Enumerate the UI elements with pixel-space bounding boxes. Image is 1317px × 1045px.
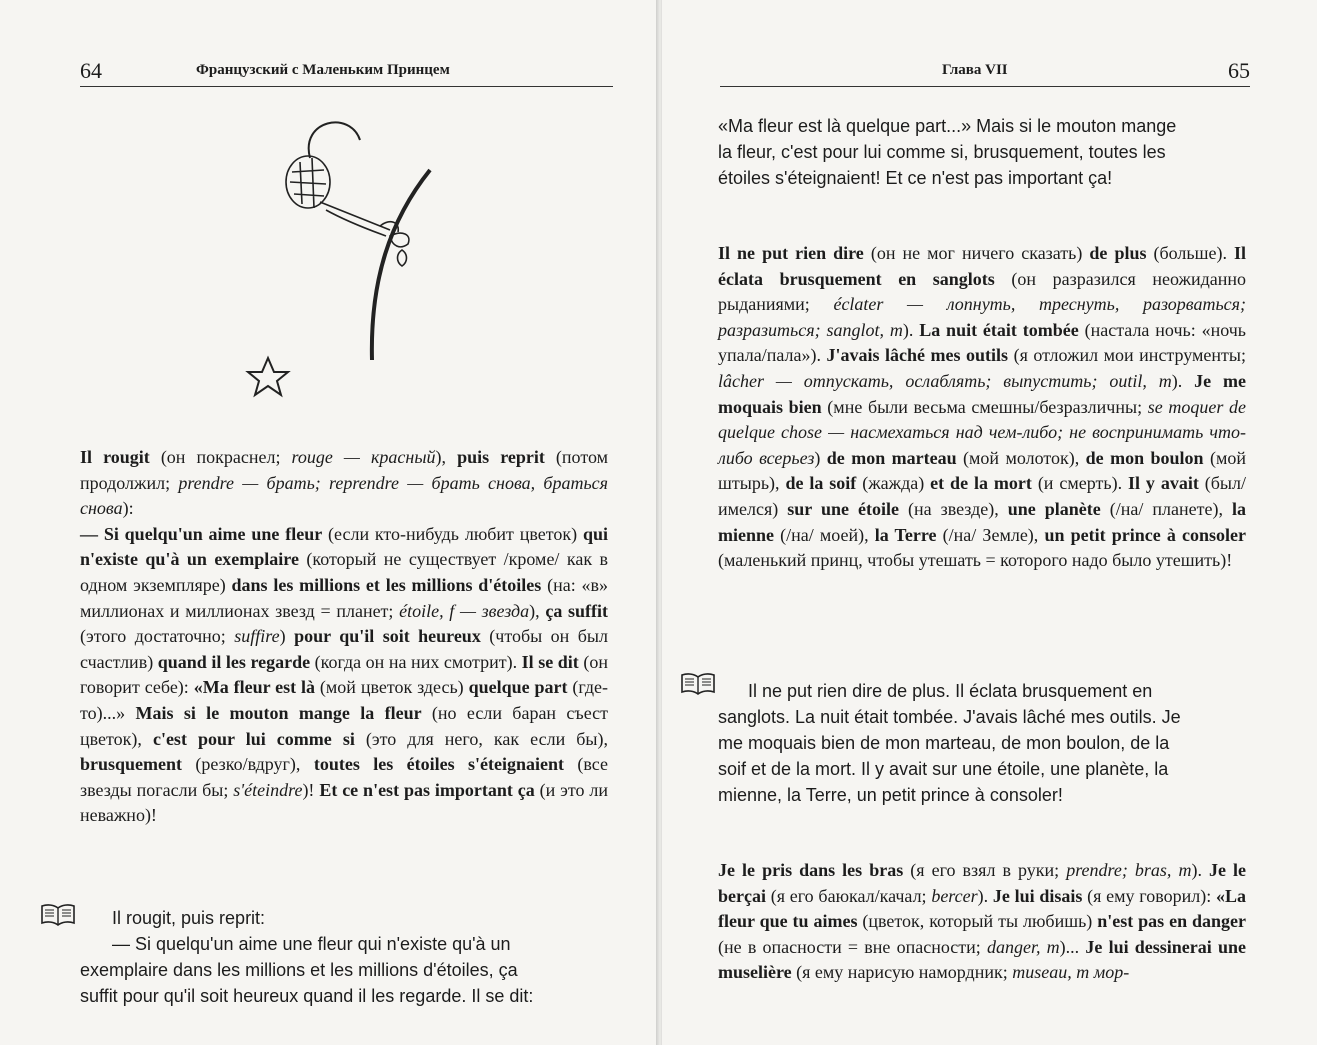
french-term: pour qu'il soit heureux	[294, 626, 481, 647]
french-line-2: — Si quelqu'un aime une fleur qui n'existe qu'à un	[112, 934, 511, 954]
little-prince-illustration	[240, 110, 440, 400]
translation-text: (где-то)...»	[80, 677, 608, 723]
grammar-note: s'éteindre	[233, 779, 303, 800]
translation-text: (резко/вдруг),	[182, 754, 314, 775]
left-page	[0, 0, 658, 1045]
translation-text: (мой цветок здесь)	[315, 677, 469, 698]
right-page-number: 65	[1228, 58, 1250, 83]
french-top-line-2: la fleur, c'est pour lui comme si, brusquement, toutes les	[718, 142, 1166, 162]
french-term: c'est pour lui comme si	[152, 728, 355, 749]
french-term: «Ma fleur est là	[193, 677, 316, 698]
grammar-note: prendre — брать; reprendre — брать снова, браться снова	[80, 472, 608, 519]
translation-text: (чтобы он был счастлив)	[80, 626, 608, 672]
translation-text: (который не существует /кроме/ как в одном экземпляре)	[80, 549, 608, 595]
translation-text: (/на/ Земле),	[936, 524, 1045, 545]
french-top-line-1: «Ma fleur est là quelque part...» Mais si le mouton mange	[718, 116, 1177, 136]
right-running-title: Глава VII	[942, 62, 1008, 78]
french-line-1: Il rougit, puis reprit:	[112, 908, 266, 928]
translation-text: )	[279, 626, 295, 647]
french-term: sur une étoile	[787, 498, 899, 519]
french-term: de la soif	[785, 473, 857, 494]
translation-text: (маленький принц, чтобы утешать = которого надо было утешить)!	[718, 550, 1233, 571]
french-top-line-3: étoiles s'éteignaient! Et ce n'est pas important ça!	[718, 168, 1113, 188]
french-term: la Terre	[874, 524, 937, 545]
french-middle-line-2: sanglots. La nuit était tombée. J'avais lâché mes outils. Je	[718, 707, 1181, 727]
grammar-note: rouge — красный	[291, 447, 436, 467]
french-term: quelque part	[468, 677, 568, 698]
french-term: Je me moquais bien	[718, 370, 1246, 417]
translation-text: (больше).	[1146, 243, 1234, 263]
french-term: Et ce n'est pas important ça	[319, 779, 535, 800]
french-term: Il y avait	[1127, 473, 1199, 494]
translation-text: (если кто-нибудь любит цветок)	[322, 523, 583, 544]
translation-text: ).	[1191, 860, 1209, 880]
translation-text: (/на/ моей),	[774, 524, 875, 545]
grammar-note: danger, m	[986, 936, 1060, 957]
translation-text: (не в опасности = вне опасности;	[718, 936, 987, 957]
translation-text: (я ему нарисую намордник;	[791, 962, 1013, 983]
french-term: — Si quelqu'un aime une fleur	[80, 523, 323, 544]
french-term: dans les millions et les millions d'étoiles	[231, 574, 542, 595]
french-term: Mais si le mouton mange la fleur	[135, 702, 422, 723]
right-commentary-paragraph-1	[718, 241, 1246, 574]
translation-text: ).	[1171, 370, 1195, 391]
grammar-note: éclater — лопнуть, треснуть, разорваться; разразиться; sanglot, m	[718, 294, 1247, 340]
translation-text: (настала ночь: «ночь упала/пала»).	[718, 319, 1247, 366]
translation-text: )	[814, 447, 827, 468]
translation-text: )...	[1059, 936, 1086, 957]
translation-text: )!	[302, 779, 320, 800]
grammar-note: se moquer de quelque chose — насмехаться над чем-либо; не воспринимать что-либо всерьез	[718, 396, 1246, 468]
translation-text: (он покраснел;	[149, 447, 292, 467]
french-term: Il ne put rien dire	[718, 243, 864, 263]
translation-text: (но если баран съест цветок),	[80, 702, 609, 749]
french-term: Il rougit	[80, 447, 150, 467]
french-term: Il se dit	[521, 651, 579, 672]
grammar-note: museau, m мор-	[1012, 962, 1130, 983]
translation-text: (мой молоток),	[956, 447, 1086, 468]
translation-text: ):	[122, 498, 134, 519]
french-term: Il éclata brusquement en sanglots	[718, 243, 1247, 289]
translation-text: (я его баюкал/качал;	[765, 885, 932, 906]
translation-text: (я его взял в руки;	[903, 860, 1067, 880]
french-term: de plus	[1089, 243, 1147, 263]
left-commentary-paragraph	[80, 445, 608, 829]
french-term: de mon marteau	[826, 447, 957, 468]
translation-text: (потом продолжил;	[80, 447, 608, 493]
french-term: n'est pas en danger	[1097, 911, 1247, 932]
french-term: Je lui dessinerai une muselière	[718, 936, 1246, 983]
left-page-header	[80, 56, 613, 87]
french-term: de mon boulon	[1085, 447, 1204, 468]
french-middle-line-4: soif et de la mort. Il y avait sur une étoile, une planète, la	[718, 759, 1169, 779]
french-line-3: exemplaire dans les millions et les millions d'étoiles, ça	[80, 960, 518, 980]
translation-text: ),	[435, 447, 458, 467]
translation-text: (цветок, который ты любишь)	[857, 911, 1098, 932]
translation-text: (на: «в» миллионах и миллионах звезд = планет;	[80, 574, 608, 621]
grammar-note: étoile, f — звезда	[399, 600, 530, 621]
translation-text: (это для него, как если бы),	[354, 728, 609, 749]
translation-text: (жажда)	[856, 473, 931, 494]
french-term: J'avais lâché mes outils	[826, 345, 1009, 366]
grammar-note: suffire	[234, 626, 280, 647]
french-term: «La fleur que tu aimes	[718, 885, 1246, 932]
translation-text: (был/имелся)	[718, 473, 1246, 519]
translation-text: (все звезды погасли бы;	[80, 754, 608, 800]
french-term: Je le pris dans les bras	[718, 860, 904, 880]
french-term: la mienne	[718, 498, 1246, 545]
translation-text: (и это ли неважно)!	[80, 779, 608, 826]
french-middle-line-5: mienne, la Terre, un petit prince à consoler!	[718, 785, 1063, 805]
translation-text: (он не мог ничего сказать)	[863, 243, 1090, 263]
translation-text: (этого достаточно;	[80, 626, 235, 647]
french-term: une planète	[1007, 498, 1101, 519]
french-term: un petit prince à consoler	[1044, 524, 1246, 545]
translation-text: (мне были весьма смешны/безразличны;	[821, 396, 1148, 417]
french-term: toutes les étoiles s'éteignaient	[313, 754, 564, 775]
translation-text: (и смерть).	[1031, 473, 1128, 494]
open-book-icon	[680, 672, 716, 696]
french-term: puis reprit	[457, 447, 545, 467]
french-term: qui n'existe qu'à un exemplaire	[80, 523, 609, 570]
french-middle-line-3: me moquais bien de mon marteau, de mon boulon, de la	[718, 733, 1170, 753]
right-page	[662, 0, 1317, 1045]
translation-text: (он говорит себе):	[80, 651, 608, 698]
translation-text: ).	[902, 319, 920, 340]
translation-text: (когда он на них смотрит).	[310, 651, 522, 672]
french-middle-line-1: Il ne put rien dire de plus. Il éclata brusquement en	[748, 681, 1153, 701]
french-term: et de la mort	[930, 473, 1032, 494]
french-line-4: suffit pour qu'il soit heureux quand il les regarde. Il se dit:	[80, 986, 534, 1006]
french-term: La nuit était tombée	[919, 319, 1079, 340]
right-commentary-paragraph-2	[718, 858, 1246, 986]
grammar-note: bercer	[931, 885, 978, 906]
french-term: Je lui disais	[992, 885, 1083, 906]
left-page-number: 64	[80, 58, 102, 83]
left-running-title: Французский с Маленьким Принцем	[196, 62, 450, 78]
translation-text: (я ему говорил):	[1082, 885, 1216, 906]
translation-text: (он разразился неожиданно рыданиями;	[718, 268, 1246, 315]
translation-text: (/на/ планете),	[1100, 498, 1232, 519]
open-book-icon	[40, 903, 76, 927]
french-term: Je le berçai	[718, 860, 1247, 906]
french-term: quand il les regarde	[157, 651, 311, 672]
french-term: ça suffit	[545, 600, 608, 621]
grammar-note: prendre; bras, m	[1066, 860, 1192, 880]
translation-text: (я отложил мои инструменты;	[1008, 345, 1247, 366]
translation-text: (на звезде),	[898, 498, 1008, 519]
right-page-header	[720, 56, 1250, 87]
translation-text: ),	[529, 600, 546, 621]
grammar-note: lâcher — отпускать, ослаблять; выпустить; outil, m	[718, 370, 1172, 391]
translation-text: ).	[977, 885, 993, 906]
french-term: brusquement	[80, 754, 183, 775]
translation-text: (мой штырь),	[718, 447, 1246, 494]
